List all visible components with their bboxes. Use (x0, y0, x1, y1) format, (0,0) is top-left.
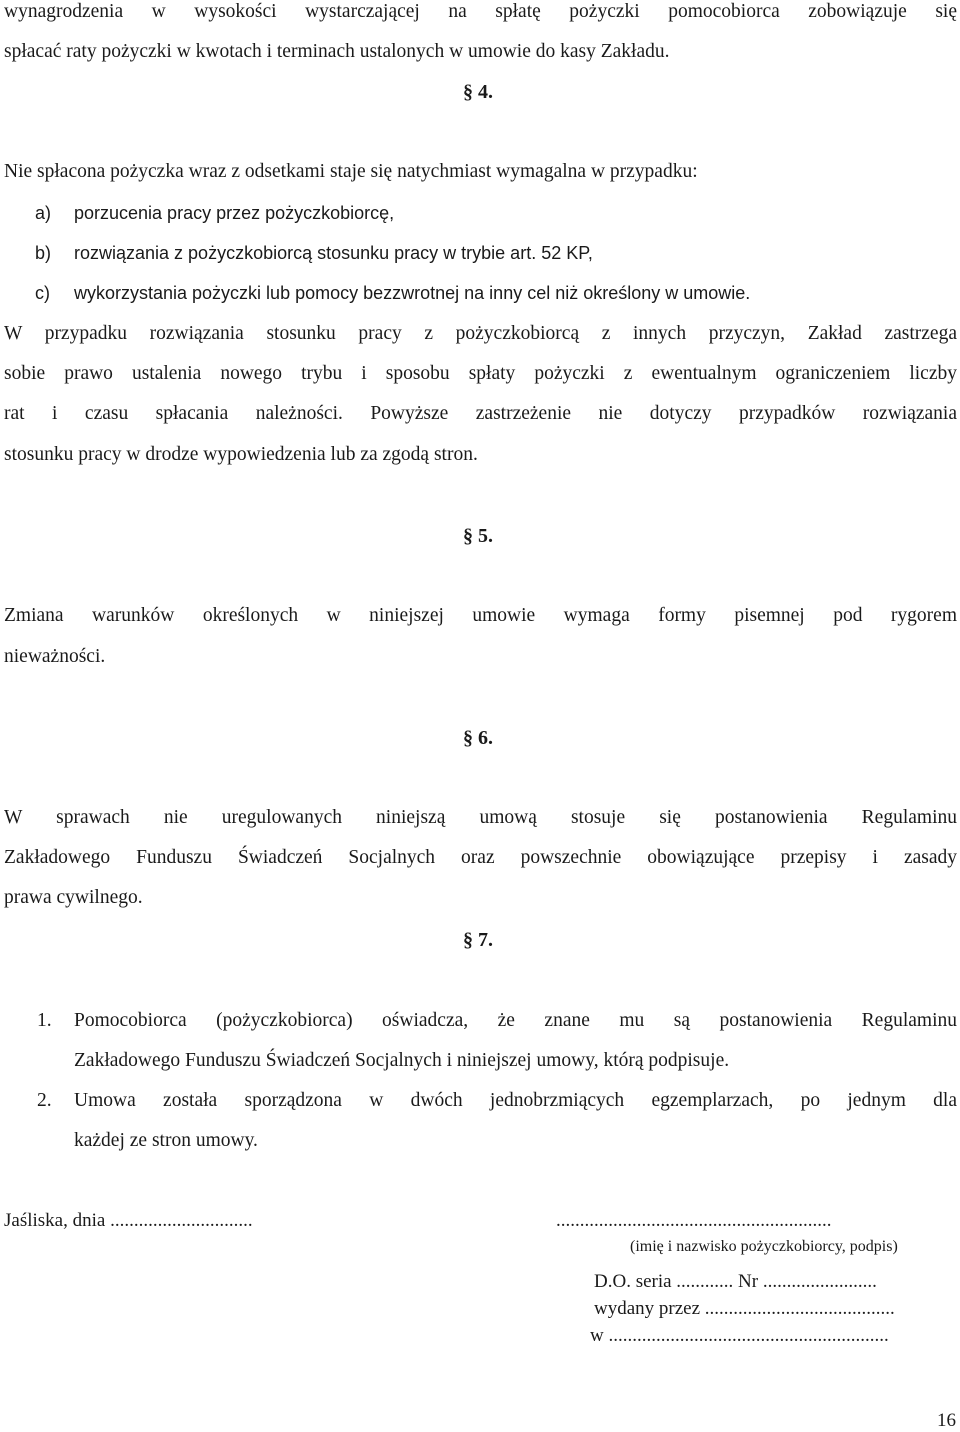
paragraph-line: wynagrodzenia w wysokości wystarczającej na spłatę pożyczki pomocobiorca zobowiązuje się (4, 1, 957, 22)
paragraph-line: spłacać raty pożyczki w kwotach i terminach ustalonych w umowie do kasy Zakładu. (4, 41, 670, 62)
list-item-label: c) (35, 283, 50, 303)
list-item-label: b) (35, 243, 52, 263)
section-heading-5: § 5. (463, 525, 493, 547)
place-date-field: Jaśliska, dnia .............................. (4, 1210, 253, 1231)
list-item-text: rozwiązania z pożyczkobiorcą stosunku pracy w trybie art. 52 KP, (74, 243, 593, 263)
issued-in-field: w ........................................................... (590, 1325, 889, 1346)
numbered-item-line: Zakładowego Funduszu Świadczeń Socjalnych i niniejszej umowy, którą podpisuje. (74, 1050, 730, 1071)
paragraph-line: Zakładowego Funduszu Świadczeń Socjalnych oraz powszechnie obowiązujące przepisy i zasady (4, 847, 957, 868)
section-heading-4: § 4. (463, 81, 493, 103)
list-item-text: porzucenia pracy przez pożyczkobiorcę, (74, 203, 395, 223)
paragraph-line: W przypadku rozwiązania stosunku pracy z pożyczkobiorcą z innych przyczyn, Zakład zastrzega (4, 323, 957, 344)
paragraph-line: Zmiana warunków określonych w niniejszej umowie wymaga formy pisemnej pod rygorem (4, 605, 957, 626)
section-heading-7: § 7. (463, 929, 493, 951)
signature-line: .......................................................... (556, 1210, 832, 1231)
numbered-item-line: Umowa została sporządzona w dwóch jednobrzmiących egzemplarzach, po jednym dla (74, 1090, 957, 1111)
page-number: 16 (937, 1410, 956, 1431)
list-item-text: wykorzystania pożyczki lub pomocy bezzwrotnej na inny cel niż określony w umowie. (74, 283, 751, 303)
id-series-field: D.O. seria ............ Nr ........................ (594, 1271, 877, 1292)
paragraph-line: W sprawach nie uregulowanych niniejszą umową stosuje się postanowienia Regulaminu (4, 807, 957, 828)
numbered-item-line: każdej ze stron umowy. (74, 1130, 258, 1151)
list-item-label: a) (35, 203, 52, 223)
numbered-item-label: 1. (37, 1010, 52, 1031)
paragraph-line: rat i czasu spłacania należności. Powyższe zastrzeżenie nie dotyczy przypadków rozwiązania (4, 403, 957, 424)
paragraph-line: prawa cywilnego. (4, 887, 143, 908)
issued-by-field: wydany przez ........................................ (594, 1298, 895, 1319)
section-heading-6: § 6. (463, 727, 493, 749)
paragraph-line: sobie prawo ustalenia nowego trybu i sposobu spłaty pożyczki z ewentualnym ograniczeniem liczby (4, 363, 957, 384)
signature-caption: (imię i nazwisko pożyczkobiorcy, podpis) (630, 1238, 898, 1255)
numbered-item-line: Pomocobiorca (pożyczkobiorca) oświadcza, że znane mu są postanowienia Regulaminu (74, 1010, 957, 1031)
numbered-item-label: 2. (37, 1090, 52, 1111)
paragraph-line: stosunku pracy w drodze wypowiedzenia lub za zgodą stron. (4, 444, 478, 465)
section-intro: Nie spłacona pożyczka wraz z odsetkami staje się natychmiast wymagalna w przypadku: (4, 161, 698, 182)
paragraph-line: nieważności. (4, 646, 106, 667)
